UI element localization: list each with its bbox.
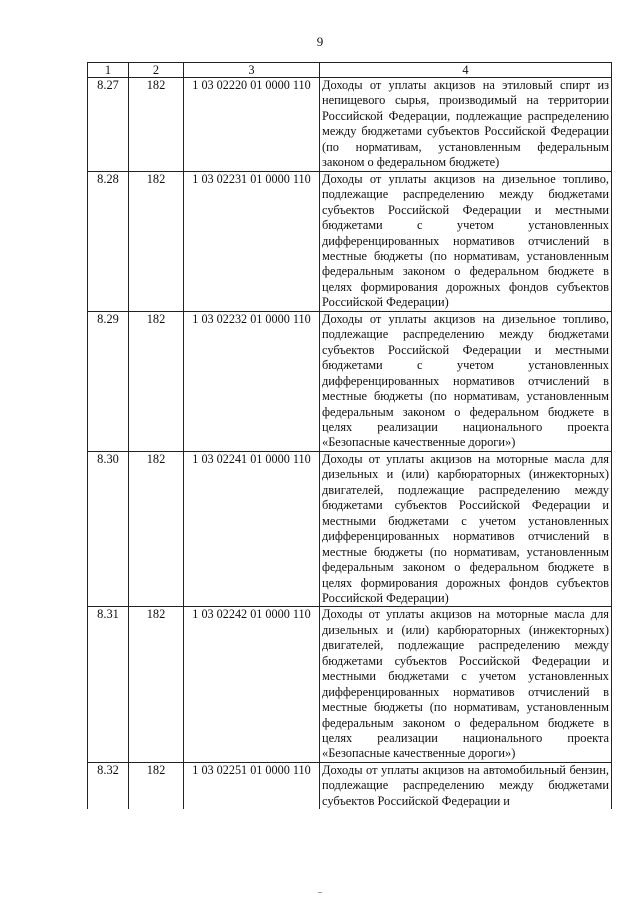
revenue-description: Доходы от уплаты акцизов на дизельное топливо, подлежащие распределению между бюджетами субъектов Российской Федерации и местными бюджетами с учетом установленных дифференцированных нормативов отчислений в местные бюджеты (по нормативам, установленным федеральным законом о федеральном бюджете в целях формирования дорожных фондов субъектов Российской Федерации)	[320, 171, 612, 311]
revenue-description: Доходы от уплаты акцизов на дизельное топливо, подлежащие распределению между бюджетами субъектов Российской Федерации и местными бюджетами с учетом установленных дифференцированных нормативов отчислений в местные бюджеты (по нормативам, установленным федеральным законом о федеральном бюджете в целях реализации национального проекта «Безопасные качественные дороги»)	[320, 311, 612, 451]
table-header-row	[88, 63, 612, 78]
row-number: 8.28	[88, 171, 129, 311]
row-number: 8.32	[88, 762, 129, 809]
table-row	[88, 171, 612, 311]
row-number: 8.30	[88, 451, 129, 607]
admin-code: 182	[129, 171, 184, 311]
revenue-description: Доходы от уплаты акцизов на моторные масла для дизельных и (или) карбюраторных (инжекторных) двигателей, подлежащие распределению между бюджетами субъектов Российской Федерации и местными бюджетами с учетом установленных дифференцированных нормативов отчислений в местные бюджеты (по нормативам, установленным федеральным законом о федеральном бюджете в целях реализации национального проекта «Безопасные качественные дороги»)	[320, 607, 612, 763]
table-row	[88, 311, 612, 451]
column-header-1: 1	[88, 63, 129, 78]
admin-code: 182	[129, 607, 184, 763]
budget-classification-code: 1 03 02242 01 0000 110	[184, 607, 320, 763]
revenue-description: Доходы от уплаты акцизов на моторные масла для дизельных и (или) карбюраторных (инжекторных) двигателей, подлежащие распределению между бюджетами субъектов Российской Федерации и местными бюджетами с учетом установленных дифференцированных нормативов отчислений в местные бюджеты (по нормативам, установленным федеральным законом о федеральном бюджете в целях формирования дорожных фондов субъектов Российской Федерации)	[320, 451, 612, 607]
budget-classification-code: 1 03 02241 01 0000 110	[184, 451, 320, 607]
admin-code: 182	[129, 311, 184, 451]
budget-classification-code: 1 03 02220 01 0000 110	[184, 78, 320, 172]
row-number: 8.27	[88, 78, 129, 172]
revenue-description: Доходы от уплаты акцизов на этиловый спирт из непищевого сырья, производимый на территории Российской Федерации, подлежащие распределению между бюджетами субъектов Российской Федерации (по нормативам, установленным федеральным законом о федеральном бюджете)	[320, 78, 612, 172]
admin-code: 182	[129, 451, 184, 607]
admin-code: 182	[129, 762, 184, 809]
column-header-3: 3	[184, 63, 320, 78]
table-row	[88, 78, 612, 172]
admin-code: 182	[129, 78, 184, 172]
budget-classification-code: 1 03 02251 01 0000 110	[184, 762, 320, 809]
revenue-description: Доходы от уплаты акцизов на автомобильный бензин, подлежащие распределению между бюджетами субъектов Российской Федерации и	[320, 762, 612, 809]
revenue-table	[87, 62, 612, 809]
table-row	[88, 451, 612, 607]
row-number: 8.29	[88, 311, 129, 451]
column-header-2: 2	[129, 63, 184, 78]
row-number: 8.31	[88, 607, 129, 763]
budget-classification-code: 1 03 02232 01 0000 110	[184, 311, 320, 451]
budget-classification-code: 1 03 02231 01 0000 110	[184, 171, 320, 311]
table-row	[88, 607, 612, 763]
column-header-4: 4	[320, 63, 612, 78]
table-row	[88, 762, 612, 809]
page-number: 9	[316, 34, 324, 49]
page-footer-mark	[318, 892, 322, 893]
